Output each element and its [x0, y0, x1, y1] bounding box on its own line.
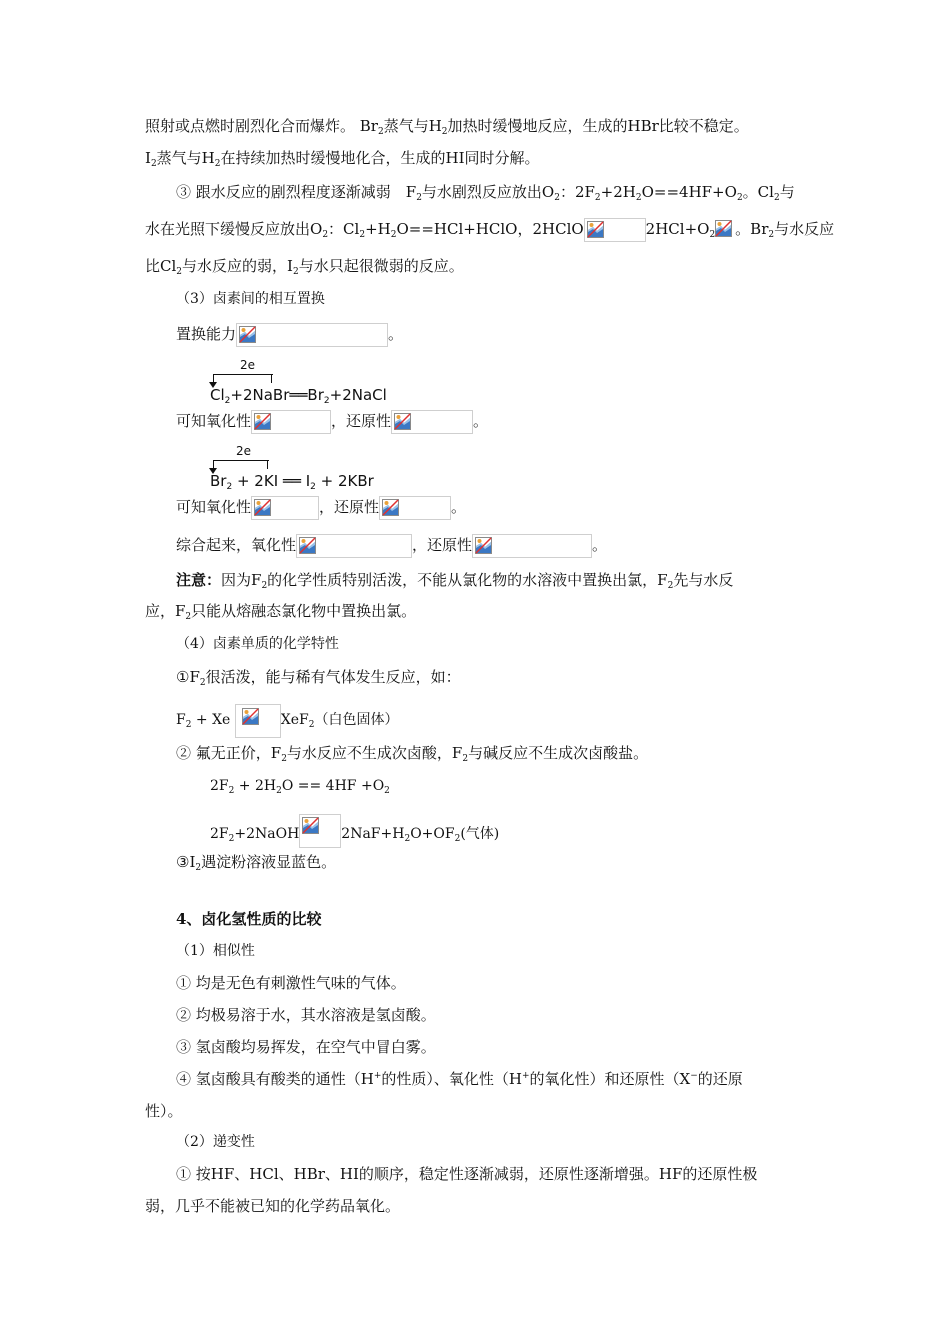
subscript: 2: [195, 863, 202, 873]
text-segment: O == 4HF +O: [281, 778, 385, 794]
text-segment: Cl: [210, 386, 225, 404]
electron-label: 2e: [236, 444, 252, 458]
text-line: [176, 743, 648, 763]
text-segment: Br: [210, 472, 227, 490]
text-segment: 与水反应不生成次卤酸，F: [286, 744, 463, 762]
text-segment: 照射或点燃时剧烈化合而爆炸。 Br: [145, 117, 378, 135]
text-segment: 与水只起很微弱的反应。: [298, 257, 464, 275]
text-line: [145, 148, 540, 168]
superscript: −: [690, 1071, 698, 1081]
text-segment: ② 氟无正价，F: [176, 744, 282, 762]
text-segment: +2NaCl: [329, 386, 387, 404]
text-segment: 加热时缓慢地反应，生成的HBr比较不稳定。: [447, 117, 749, 135]
electron-transfer-bracket: [267, 460, 268, 469]
broken-image-placeholder: [236, 323, 388, 347]
broken-image-icon: [254, 499, 271, 516]
subscript: 2: [635, 193, 642, 203]
text-line: [176, 496, 466, 520]
broken-image-icon: [254, 413, 271, 430]
text-segment: ：2F: [559, 183, 595, 201]
subscript: 2: [224, 396, 231, 406]
electron-transfer-bracket: [213, 460, 269, 470]
text-line: [145, 256, 464, 276]
text-segment: I: [145, 149, 151, 167]
subscript: 2: [667, 581, 674, 591]
text-segment: 的化学性质特别活泼，不能从氯化物的水溶液中置换出氯，F: [267, 571, 668, 589]
text-segment: 水在光照下缓慢反应放出O: [145, 220, 323, 238]
text-segment: + 2H: [234, 778, 277, 794]
text-segment: 置换能力: [176, 325, 237, 343]
text-segment: 与水反应: [774, 220, 835, 238]
text-segment: 的还原: [697, 1070, 743, 1088]
text-segment: ，还原性: [331, 412, 392, 430]
text-segment: +2H: [600, 183, 636, 201]
subscript: 2: [462, 754, 469, 764]
subscript: 2: [384, 786, 390, 796]
text-line: 性）。: [145, 1102, 183, 1120]
broken-image-placeholder: [235, 704, 281, 738]
equation: [176, 704, 399, 738]
broken-image-icon: [715, 220, 732, 237]
text-segment: +2NaOH: [234, 826, 300, 842]
text-line: [145, 218, 834, 242]
text-line: 弱，几乎不能被已知的化学药品氧化。: [145, 1197, 401, 1215]
equation: [210, 814, 499, 848]
text-segment: 蒸气与H: [383, 117, 442, 135]
section-heading: （4）卤素单质的化学特性: [176, 636, 339, 652]
text-segment: 。: [473, 412, 489, 430]
superscript: +: [373, 1071, 382, 1081]
text-segment: 在持续加热时缓慢地化合，生成的HI同时分解。: [220, 149, 540, 167]
text-segment: ③I: [176, 853, 196, 871]
text-segment: 2NaF+H: [341, 826, 405, 842]
broken-image-placeholder: [296, 534, 412, 558]
broken-image-placeholder: [299, 814, 341, 848]
text-segment: 比Cl: [145, 257, 177, 275]
text-line: [176, 410, 488, 434]
broken-image-placeholder: [251, 496, 319, 520]
subscript: 2: [261, 581, 268, 591]
broken-image-icon: [302, 817, 319, 834]
subscript: 2: [768, 230, 775, 240]
text-segment: ：Cl: [328, 220, 360, 238]
text-segment: 。: [451, 498, 467, 516]
subscript: 2: [150, 159, 157, 169]
text-segment: 应，F: [145, 602, 186, 620]
superscript: +: [522, 1071, 530, 1081]
text-segment: 可知氧化性: [176, 498, 252, 516]
text-line: ① 均是无色有刺激性气味的气体。: [176, 974, 406, 992]
text-segment: +2NaBr══Br: [230, 386, 324, 404]
text-segment: O==HCl+HClO，2HClO: [396, 220, 584, 238]
subscript: 2: [214, 159, 221, 169]
section-title: 4、卤化氢性质的比较: [176, 910, 322, 928]
broken-image-icon: [239, 326, 256, 343]
text-line: [176, 182, 795, 202]
subscript: 2: [310, 482, 316, 492]
broken-image-icon: [587, 221, 604, 238]
subscript: 2: [390, 230, 397, 240]
text-line: [176, 534, 607, 558]
subscript: 2: [176, 267, 183, 277]
subscript: 2: [276, 786, 282, 796]
text-segment: O==4HF+O: [641, 183, 737, 201]
note-label: 注意：: [176, 571, 222, 589]
text-segment: ，还原性: [412, 536, 473, 554]
text-segment: 。: [388, 325, 404, 343]
subscript: 2: [185, 720, 192, 730]
broken-image-icon: [475, 537, 492, 554]
text-segment: 与水剧烈反应放出O: [421, 183, 555, 201]
text-segment: ，还原性: [319, 498, 380, 516]
text-segment: 与水反应的弱，I: [182, 257, 293, 275]
text-line: ③ 氢卤酸均易挥发，在空气中冒白雾。: [176, 1038, 436, 1056]
subscript: 2: [199, 678, 206, 688]
equation: [210, 386, 387, 404]
subscript: 2: [554, 193, 560, 203]
text-segment: ③ 跟水反应的剧烈程度逐渐减弱 F: [176, 183, 417, 201]
text-segment: 与: [779, 183, 795, 201]
subscript: 2: [226, 482, 233, 492]
text-line: [145, 601, 416, 621]
subscript: 2: [594, 193, 601, 203]
text-segment: O+OF: [410, 826, 455, 842]
text-segment: + 2KI ══ I: [232, 472, 311, 490]
broken-image-placeholder: [472, 534, 592, 558]
text-line: [176, 570, 733, 590]
section-heading: （3）卤素间的相互置换: [176, 291, 325, 307]
text-segment: 可知氧化性: [176, 412, 252, 430]
text-segment: 蒸气与H: [156, 149, 215, 167]
text-line: [176, 852, 336, 872]
subscript: 2: [323, 396, 330, 406]
text-segment: （白色固体）: [314, 712, 399, 728]
text-segment: 先与水反: [673, 571, 734, 589]
electron-transfer-bracket: [271, 374, 272, 383]
text-segment: 遇淀粉溶液显蓝色。: [201, 853, 337, 871]
broken-image-icon: [394, 413, 411, 430]
text-segment: 因为F: [221, 571, 262, 589]
text-segment: ①F: [176, 668, 200, 686]
subscript: 2: [454, 834, 461, 844]
text-segment: 综合起来，氧化性: [176, 536, 297, 554]
text-segment: 2HCl+O: [645, 220, 710, 238]
text-segment: 。Br: [735, 220, 769, 238]
broken-image-icon: [382, 499, 399, 516]
text-segment: 的氧化性）和还原性（X: [529, 1070, 691, 1088]
text-line: [176, 667, 461, 687]
text-segment: + 2KBr: [315, 472, 374, 490]
broken-image-icon: [242, 708, 259, 725]
text-segment: 2F: [210, 826, 229, 842]
subscript: 2: [308, 720, 315, 730]
subscript: 2: [185, 612, 192, 622]
subscript: 2: [228, 834, 235, 844]
subscript: 2: [292, 267, 299, 277]
text-line: [145, 116, 749, 136]
subscript: 2: [404, 834, 411, 844]
text-line: [176, 1069, 743, 1089]
subscript: 2: [736, 193, 743, 203]
broken-image-placeholder: [391, 410, 473, 434]
subscript: 2: [441, 127, 448, 137]
electron-label: 2e: [240, 358, 256, 372]
text-segment: 的性质）、氧化性（H: [381, 1070, 522, 1088]
broken-image-placeholder: [379, 496, 451, 520]
equation: [210, 472, 374, 490]
section-heading: （1）相似性: [176, 943, 255, 959]
text-segment: 只能从熔融态氯化物中置换出氯。: [191, 602, 417, 620]
subscript: 2: [281, 754, 287, 764]
subscript: 2: [322, 230, 329, 240]
broken-image-placeholder: [251, 410, 331, 434]
section-heading: （2）递变性: [176, 1134, 255, 1150]
text-line: [176, 323, 403, 347]
electron-transfer-bracket: [213, 374, 273, 384]
broken-image-icon: [299, 537, 316, 554]
text-segment: ④ 氢卤酸具有酸类的通性（H: [176, 1070, 374, 1088]
equation: [210, 776, 390, 796]
text-segment: 很活泼，能与稀有气体发生反应，如：: [205, 668, 461, 686]
text-segment: + Xe: [191, 712, 231, 728]
subscript: 2: [377, 127, 384, 137]
subscript: 2: [709, 230, 716, 240]
text-segment: +H: [365, 220, 391, 238]
subscript: 2: [228, 786, 235, 796]
broken-image-placeholder: [584, 218, 646, 242]
subscript: 2: [416, 193, 422, 203]
text-line: ① 按HF、HCl、HBr、HI的顺序，稳定性逐渐减弱，还原性逐渐增强。HF的还原性极: [176, 1165, 758, 1183]
text-segment: XeF: [280, 712, 309, 728]
text-segment: 。Cl: [742, 183, 774, 201]
text-segment: 2F: [210, 778, 229, 794]
text-segment: (气体): [460, 826, 500, 842]
text-segment: 与碱反应不生成次卤酸盐。: [468, 744, 649, 762]
subscript: 2: [359, 230, 366, 240]
text-segment: F: [176, 712, 186, 728]
text-segment: 。: [592, 536, 608, 554]
subscript: 2: [773, 193, 780, 203]
broken-image-placeholder: [715, 218, 735, 242]
text-line: ② 均极易溶于水，其水溶液是氢卤酸。: [176, 1006, 436, 1024]
